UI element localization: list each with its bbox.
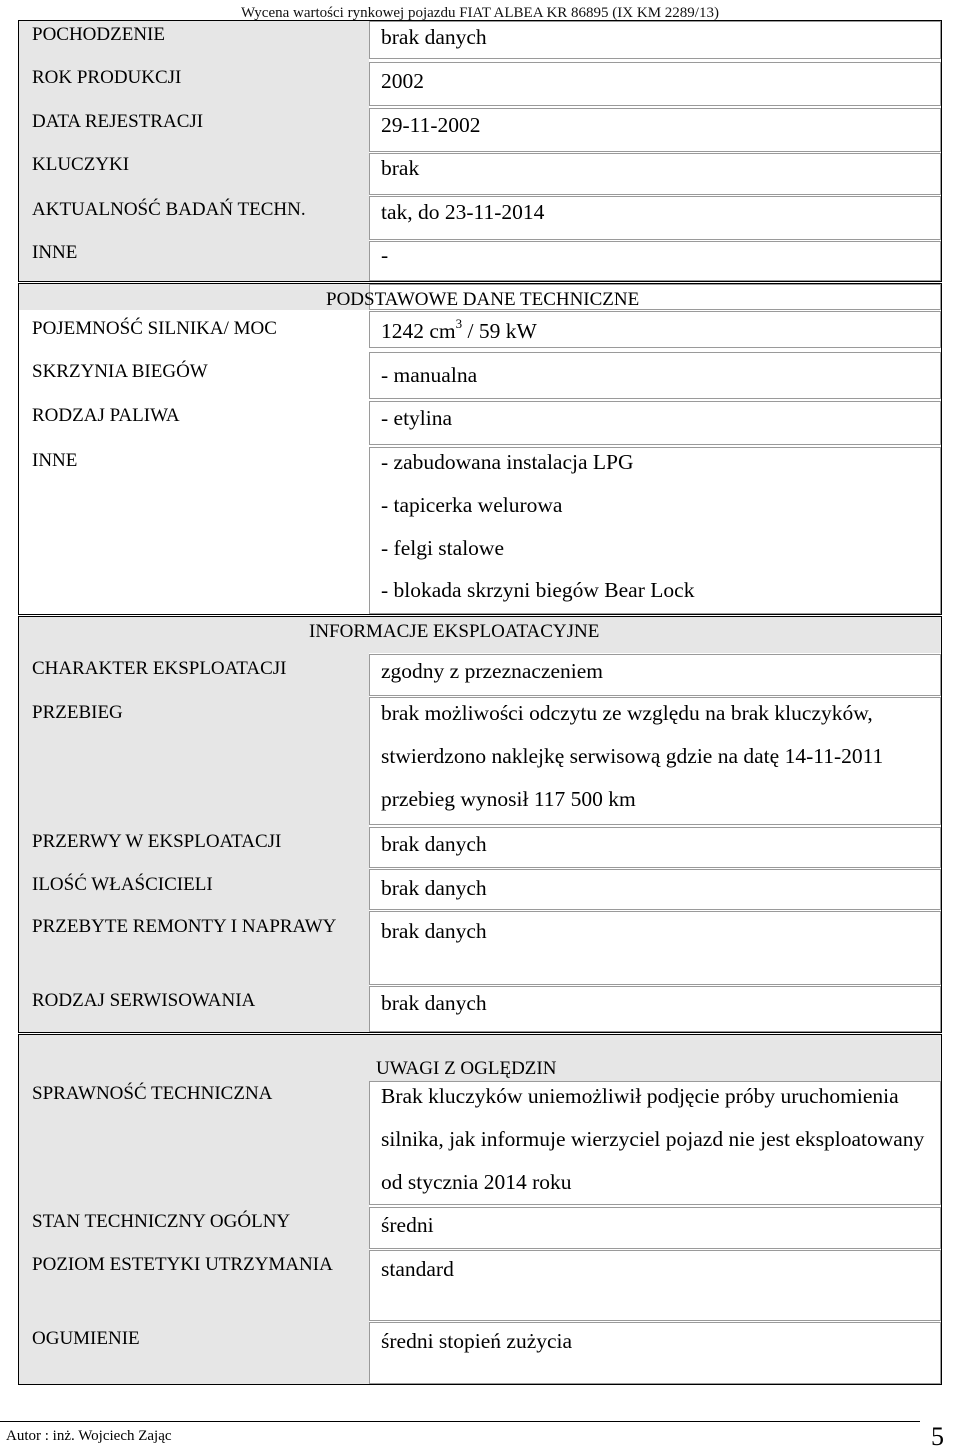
registration-date-value: 29-11-2002 xyxy=(381,113,481,137)
engine-value: 1242 $cm^3 / 59$ kW xyxy=(381,315,537,343)
tech-other-item-1: - zabudowana instalacja LPG xyxy=(381,450,634,474)
general-other-label: INNE xyxy=(32,242,78,263)
repairs-label: PRZEBYTE REMONTY I NAPRAWY xyxy=(32,916,337,937)
tech-other-item-3: - felgi stalowe xyxy=(381,536,504,560)
page-number: 5 xyxy=(931,1422,944,1451)
keys-value: brak xyxy=(381,156,420,180)
origin-value: brak danych xyxy=(381,25,487,49)
character-value: zgodny z przeznaczeniem xyxy=(381,659,604,683)
character-label: CHARAKTER EKSPLOATACJI xyxy=(32,658,287,679)
inspection-validity-value: tak, do 23-11-2014 xyxy=(381,200,545,224)
inspection-validity-label: AKTUALNOŚĆ BADAŃ TECHN. xyxy=(32,199,306,220)
tyres-label: OGUMIENIE xyxy=(32,1328,140,1349)
tech-other-label: INNE xyxy=(32,450,78,471)
gearbox-value: - manualna xyxy=(381,363,478,387)
efficiency-value: Brak kluczyków uniemożliwił podjęcie próby uruchomienia silnika, jak informuje wierzyciel pojazd nie jest eksploatowany od stycznia 2014 roku xyxy=(381,1084,925,1194)
production-year-label: ROK PRODUKCJI xyxy=(32,67,182,88)
condition-label: STAN TECHNICZNY OGÓLNY xyxy=(32,1211,291,1232)
fuel-label: RODZAJ PALIWA xyxy=(32,405,180,426)
condition-value: średni xyxy=(381,1213,434,1237)
tyres-value: średni stopień zużycia xyxy=(381,1329,573,1353)
registration-date-label: DATA REJESTRACJI xyxy=(32,111,204,132)
general-value-cell-2 xyxy=(369,62,941,106)
production-year-value: 2002 xyxy=(381,69,424,93)
keys-label: KLUCZYKI xyxy=(32,154,130,175)
general-value-cell-4 xyxy=(369,153,941,195)
tech-other-item-4: - blokada skrzyni biegów Bear Lock xyxy=(381,578,695,602)
breaks-label: PRZERWY W EKSPLOATACJI xyxy=(32,831,282,852)
fuel-value: - etylina xyxy=(381,406,453,430)
mileage-value: brak możliwości odczytu ze względu na brak kluczyków, stwierdzono naklejkę serwisową gdzie na datę 14-11-2011 przebieg wynosił 117 500 km xyxy=(381,701,884,811)
technical-section-title: PODSTAWOWE DANE TECHNICZNE xyxy=(326,289,640,310)
owners-label: ILOŚĆ WŁAŚCICIELI xyxy=(32,874,213,895)
document-header: Wycena wartości rynkowej pojazdu FIAT ALBEA KR 86895 (IX KM 2289/13) xyxy=(241,5,719,21)
repairs-value: brak danych xyxy=(381,919,487,943)
general-value-cell-6 xyxy=(369,241,941,281)
aesthetics-value-cell xyxy=(369,1250,941,1321)
origin-label: POCHODZENIE xyxy=(32,24,165,45)
engine-label: POJEMNOŚĆ SILNIKA/ MOC xyxy=(32,318,277,339)
aesthetics-label: POZIOM ESTETYKI UTRZYMANIA xyxy=(32,1254,333,1275)
general-other-value: - xyxy=(381,243,389,267)
service-label: RODZAJ SERWISOWANIA xyxy=(32,990,256,1011)
gearbox-label: SKRZYNIA BIEGÓW xyxy=(32,361,208,382)
aesthetics-value: standard xyxy=(381,1257,454,1281)
owners-value: brak danych xyxy=(381,876,487,900)
fuel-value-cell xyxy=(369,401,941,445)
inspection-section-title: UWAGI Z OGLĘDZIN xyxy=(376,1058,557,1079)
breaks-value: brak danych xyxy=(381,832,487,856)
mileage-label: PRZEBIEG xyxy=(32,702,123,723)
footer-rule xyxy=(0,1421,920,1422)
tech-other-item-2: - tapicerka welurowa xyxy=(381,493,563,517)
service-value: brak danych xyxy=(381,991,487,1015)
cubic-superscript: 3 xyxy=(455,315,463,331)
footer-author: Autor : inż. Wojciech Zając xyxy=(6,1428,172,1444)
exploitation-section-title: INFORMACJE EKSPLOATACYJNE xyxy=(309,621,600,642)
efficiency-label: SPRAWNOŚĆ TECHNICZNA xyxy=(32,1083,273,1104)
condition-value-cell xyxy=(369,1207,941,1249)
